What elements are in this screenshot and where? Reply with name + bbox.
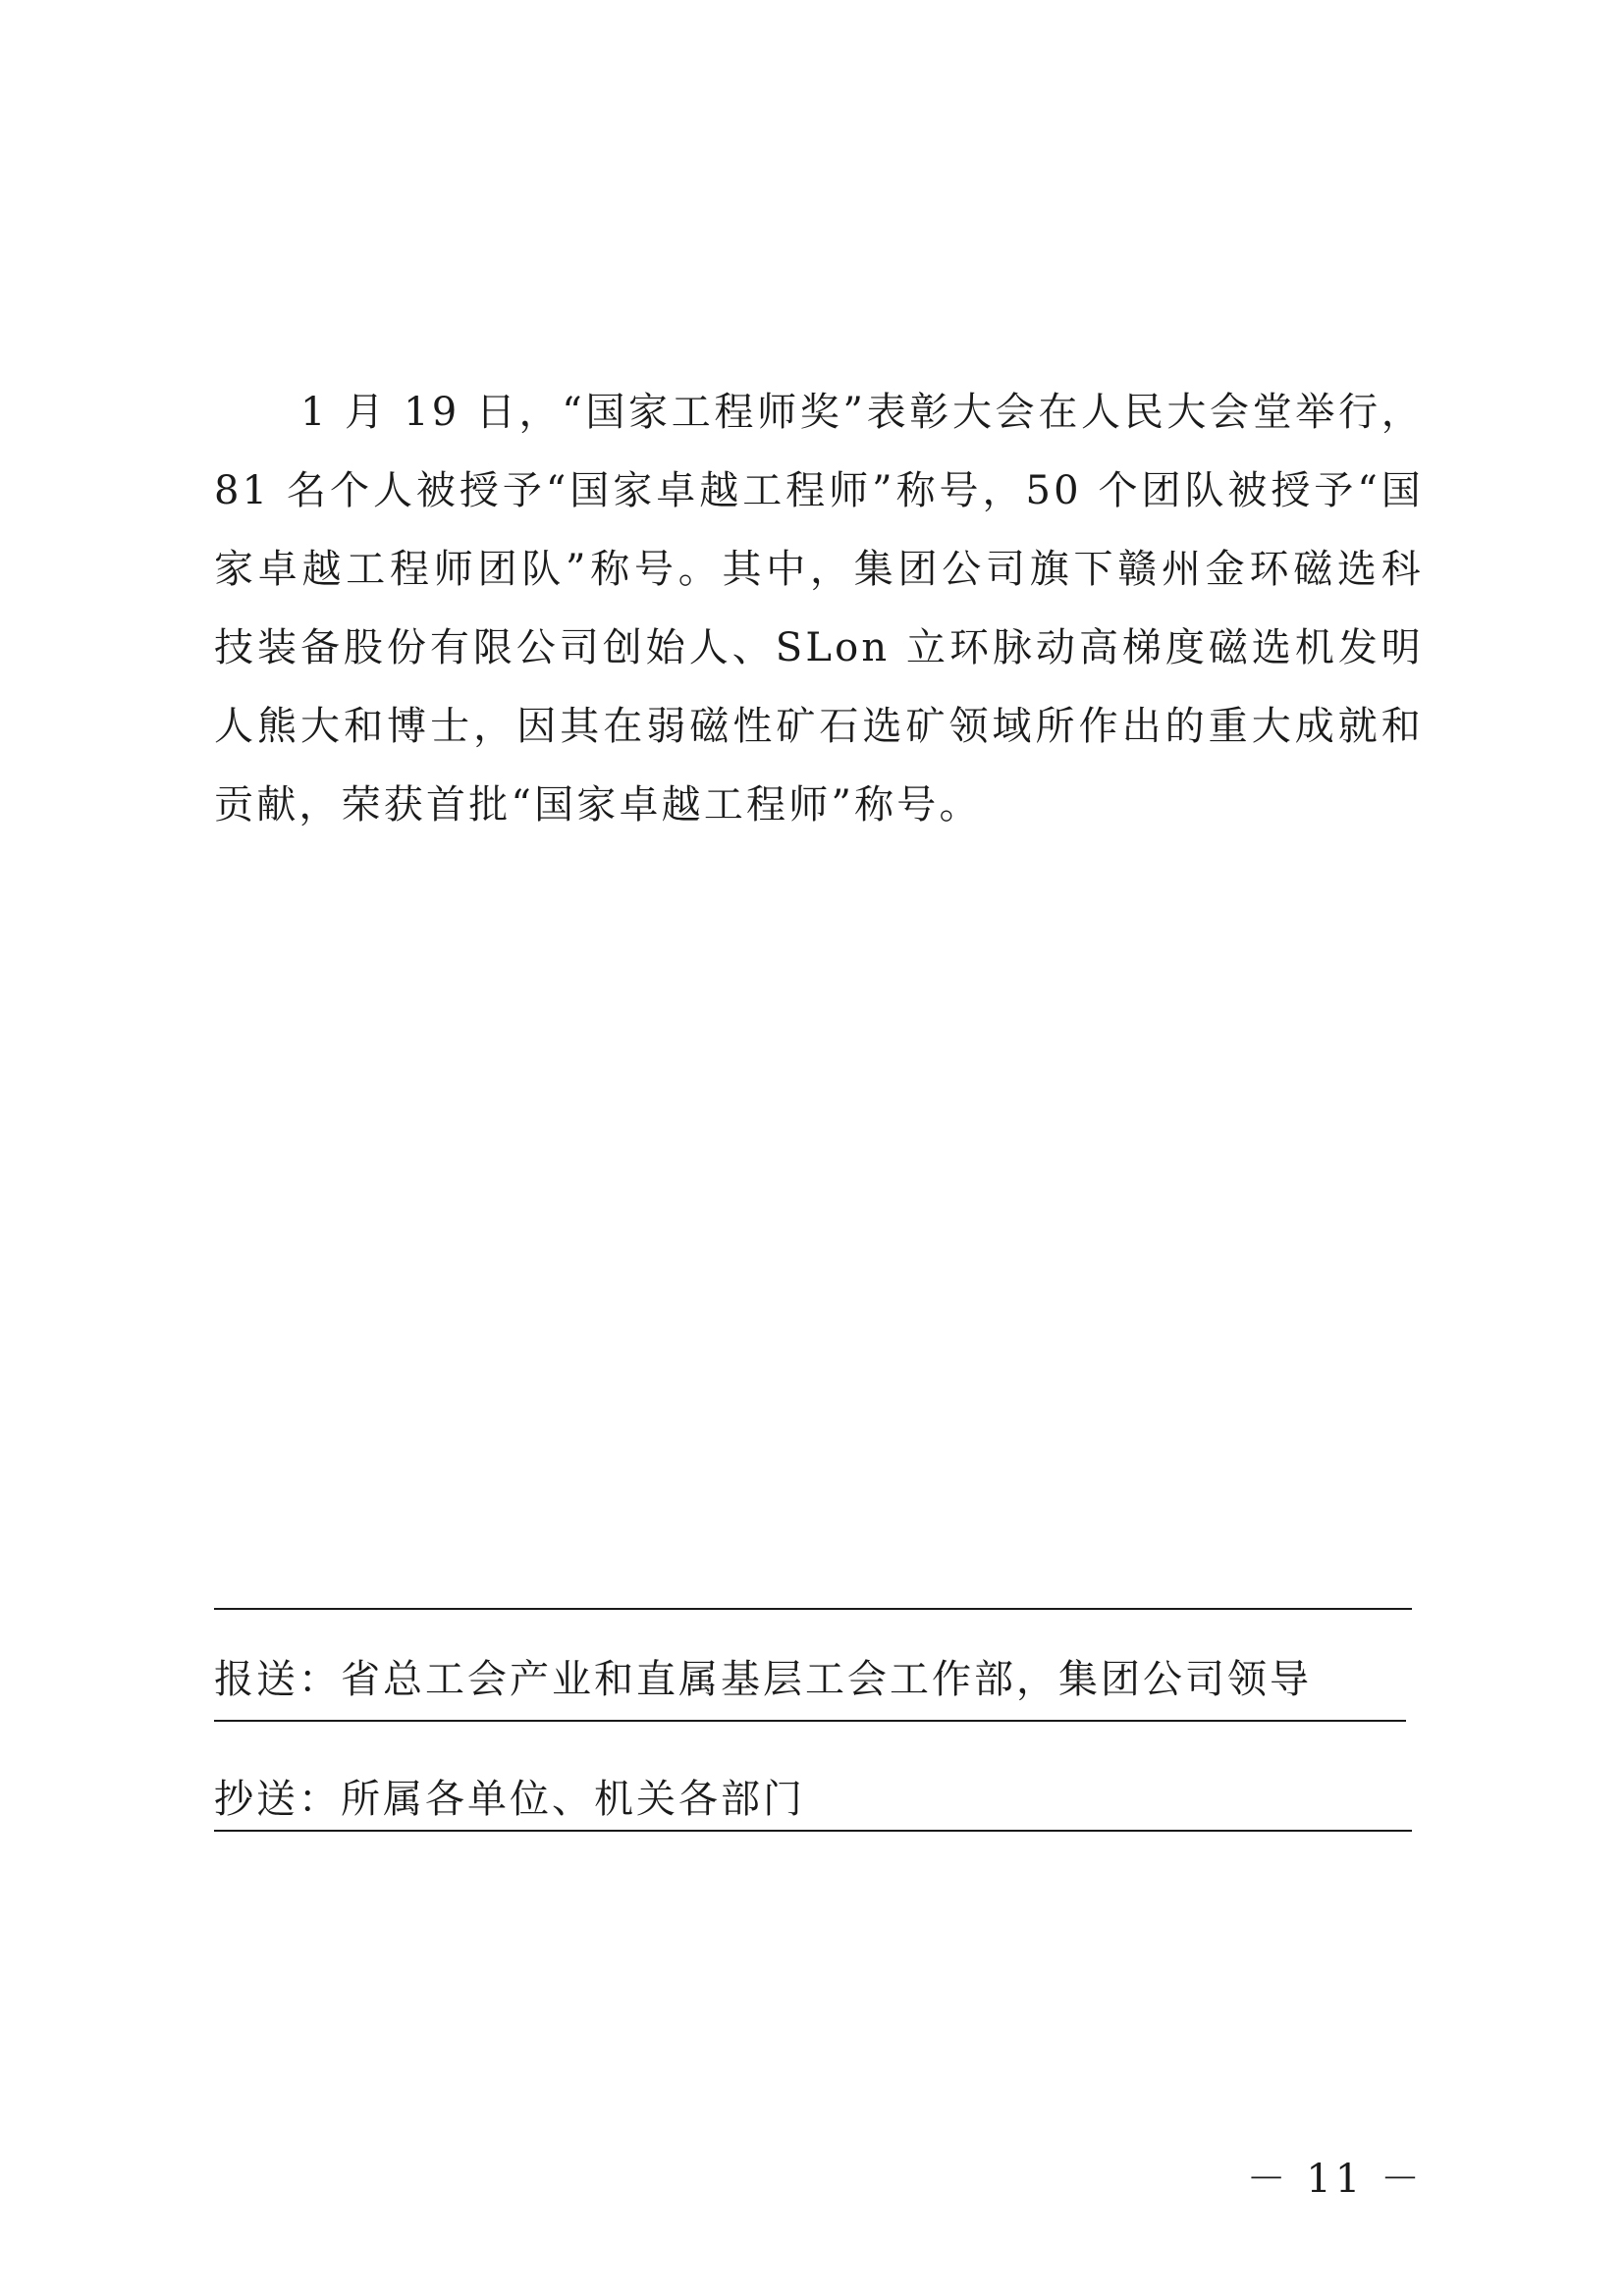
paragraph-line: 81 名个人被授予“国家卓越工程师”称号，50 个团队被授予“国 bbox=[214, 468, 1424, 513]
paragraph-line: 贡献，荣获首批“国家卓越工程师”称号。 bbox=[214, 782, 982, 828]
paragraph-line: 家卓越工程师团队”称号。其中，集团公司旗下赣州金环磁选科 bbox=[214, 547, 1424, 592]
distribution-top-rule bbox=[214, 1608, 1412, 1610]
copy-to-underline bbox=[214, 1830, 1412, 1832]
body-paragraph bbox=[214, 373, 1424, 844]
report-to-underline bbox=[214, 1720, 1406, 1722]
copy-to-line: 抄送：所属各单位、机关各部门 bbox=[214, 1777, 805, 1822]
paragraph-line: 人熊大和博士，因其在弱磁性矿石选矿领域所作出的重大成就和 bbox=[214, 704, 1424, 749]
paragraph-line: 技装备股份有限公司创始人、SLon 立环脉动高梯度磁选机发明 bbox=[214, 625, 1424, 670]
paragraph-line: 1 月 19 日，“国家工程师奖”表彰大会在人民大会堂举行， bbox=[300, 390, 1424, 435]
page-number: － 11 － bbox=[1246, 2157, 1424, 2202]
report-to-line: 报送：省总工会产业和直属基层工会工作部，集团公司领导 bbox=[214, 1657, 1312, 1702]
